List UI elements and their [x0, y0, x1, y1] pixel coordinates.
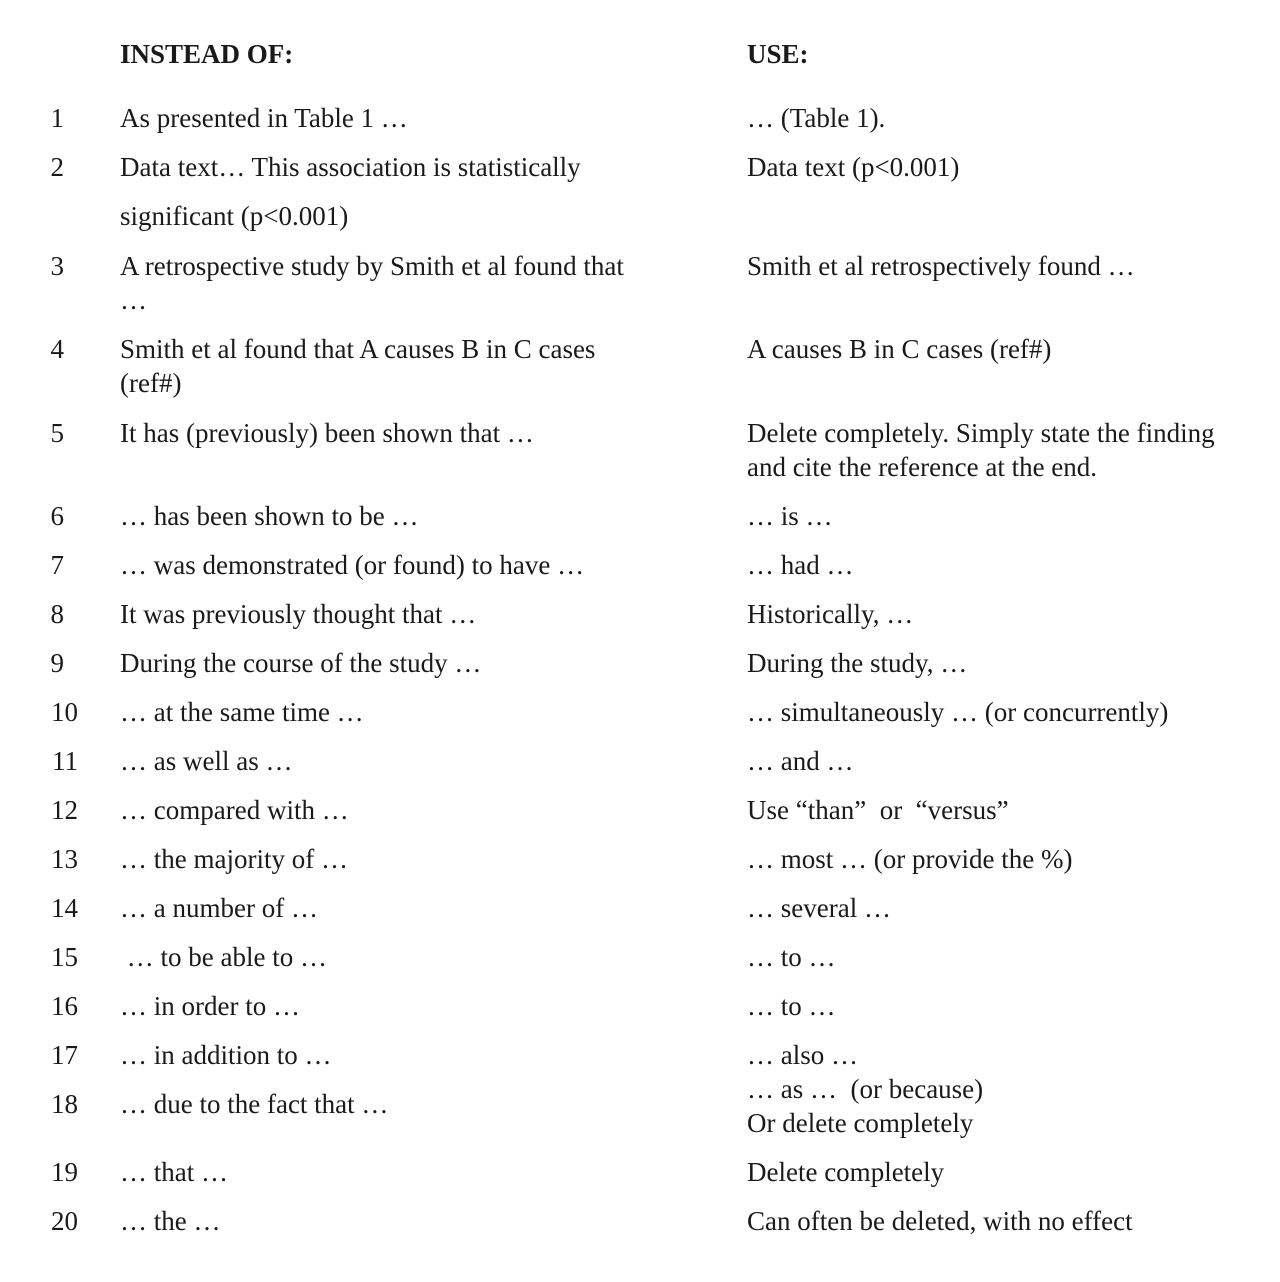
instead-of-text: Data text… This association is statistically significant (p<0.001) [120, 152, 581, 231]
use-text: … had … [747, 550, 854, 580]
row-number: 15 [51, 942, 78, 972]
row-number: 1 [50, 103, 64, 133]
instead-of-text: … that … [120, 1157, 228, 1187]
use-text: … simultaneously … (or concurrently) [747, 697, 1169, 727]
row-number: 13 [51, 844, 78, 874]
row-number: 12 [51, 795, 78, 825]
use-text: … to … [747, 991, 836, 1021]
use-text: Can often be deleted, with no effect [747, 1206, 1133, 1236]
row-number: 11 [52, 746, 78, 776]
instead-of-text: … in addition to … [120, 1040, 332, 1070]
use-text: Data text (p<0.001) [747, 152, 960, 182]
instead-of-text: As presented in Table 1 … [120, 103, 408, 133]
header-instead-of: INSTEAD OF: [120, 39, 294, 69]
use-text: During the study, … [747, 648, 968, 678]
instead-of-text: … to be able to … [120, 942, 327, 972]
instead-of-text: … due to the fact that … [120, 1089, 389, 1119]
use-text: … (Table 1). [747, 103, 886, 133]
use-text: … also … [747, 1040, 858, 1070]
row-number: 19 [51, 1157, 78, 1187]
header-use: USE: [747, 39, 809, 69]
use-text: A causes B in C cases (ref#) [747, 334, 1052, 364]
instead-of-text: … as well as … [120, 746, 293, 776]
row-number: 14 [51, 893, 78, 923]
row-number: 16 [51, 991, 78, 1021]
use-text: Historically, … [747, 599, 914, 629]
instead-of-text: … compared with … [120, 795, 349, 825]
use-text-alt: Or delete completely [747, 1108, 974, 1138]
use-text: … and … [747, 746, 854, 776]
instead-of-text: … the … [120, 1206, 221, 1236]
instead-of-text: During the course of the study … [120, 648, 482, 678]
instead-of-text: … the majority of … [120, 844, 348, 874]
row-number: 6 [50, 501, 64, 531]
use-text: Delete completely [747, 1157, 945, 1187]
instead-of-text: Smith et al found that A causes B in C cases (ref#) [120, 334, 596, 398]
use-text: Delete completely. Simply state the finding and cite the reference at the end. [747, 418, 1215, 482]
row-number: 9 [50, 648, 64, 678]
use-text: … several … [747, 893, 891, 923]
instead-of-text: … has been shown to be … [120, 501, 419, 531]
row-number: 17 [51, 1040, 78, 1070]
row-number: 4 [50, 334, 64, 364]
instead-of-text: … in order to … [120, 991, 300, 1021]
use-text: Smith et al retrospectively found … [747, 251, 1135, 281]
row-number: 20 [51, 1206, 78, 1236]
instead-of-text: It was previously thought that … [120, 599, 477, 629]
row-number: 10 [51, 697, 78, 727]
instead-of-text: … was demonstrated (or found) to have … [120, 550, 585, 580]
use-text: … as … (or because) [747, 1074, 984, 1104]
instead-of-text: … at the same time … [120, 697, 364, 727]
use-text: … most … (or provide the %) [747, 844, 1073, 874]
row-number: 2 [50, 152, 64, 182]
use-text: Use “than” or “versus” [747, 795, 1009, 825]
row-number: 7 [50, 550, 64, 580]
use-text: … is … [747, 501, 833, 531]
row-number: 3 [50, 251, 64, 281]
instead-of-text: It has (previously) been shown that … [120, 418, 534, 448]
row-number: 5 [50, 418, 64, 448]
instead-of-text: A retrospective study by Smith et al found that … [120, 251, 624, 315]
row-number: 8 [50, 599, 64, 629]
row-number: 18 [51, 1089, 78, 1119]
instead-of-text: … a number of … [120, 893, 318, 923]
use-text: … to … [747, 942, 836, 972]
